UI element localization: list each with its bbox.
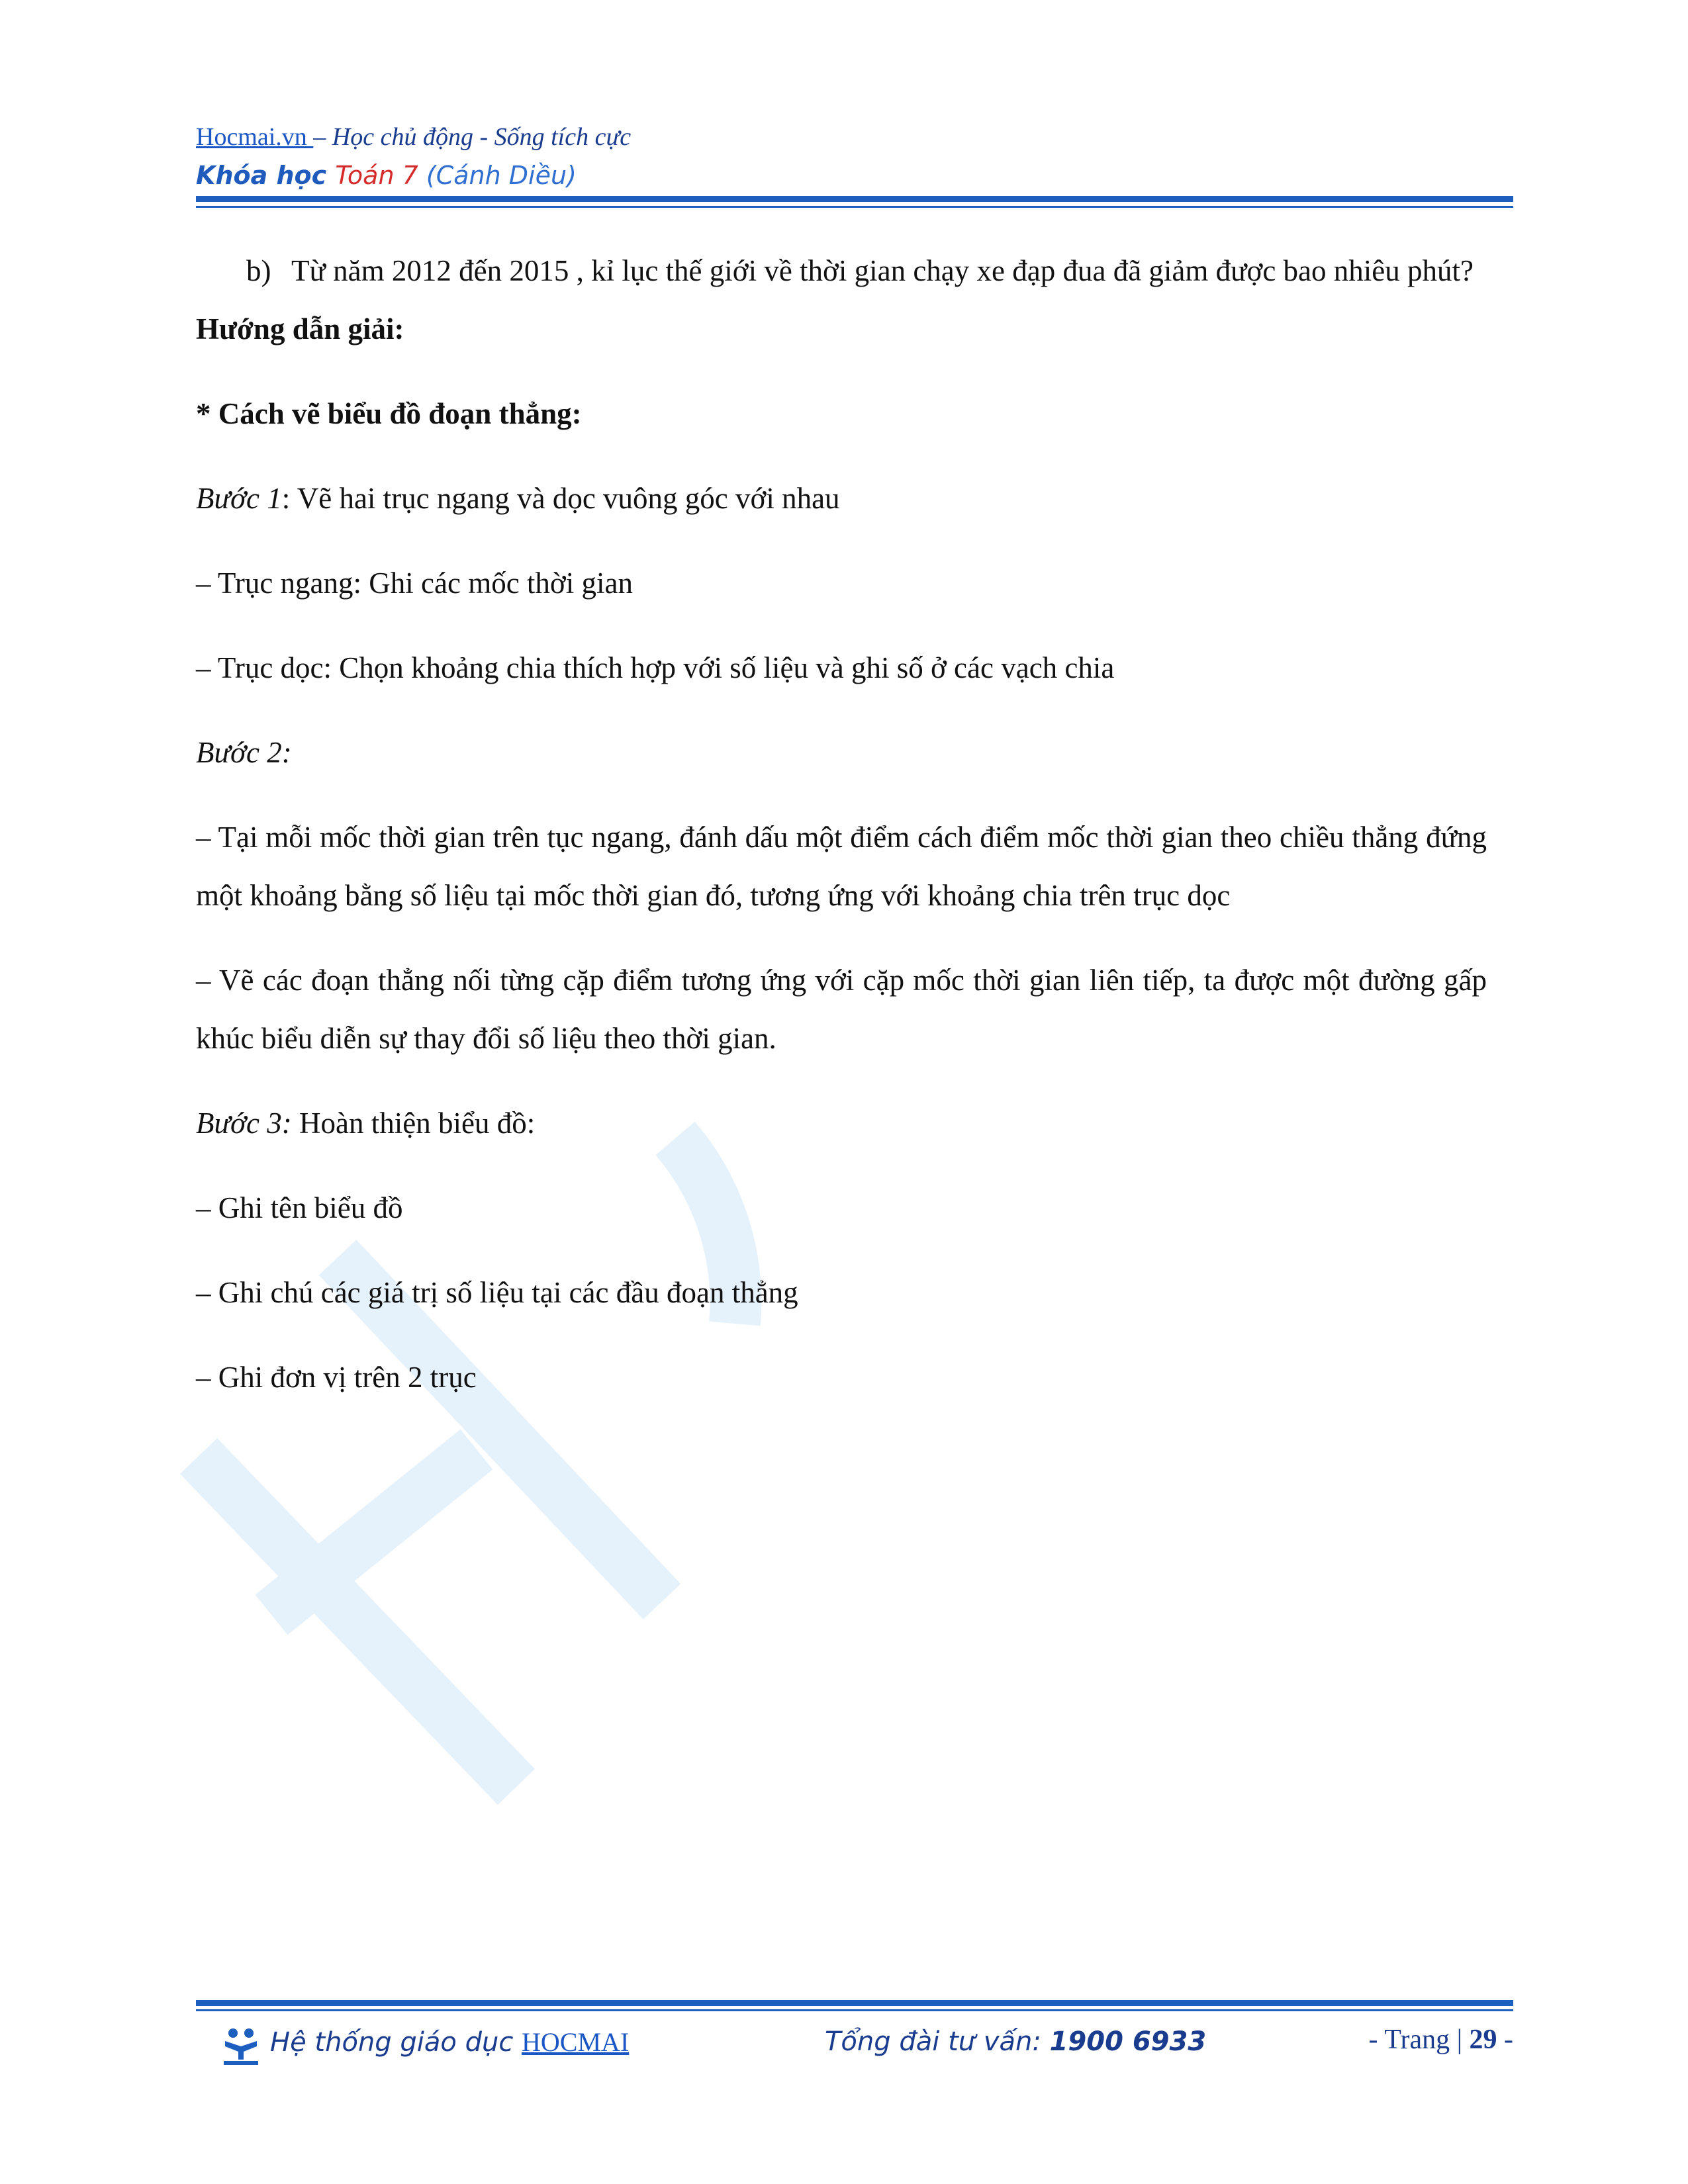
step1-item: – Trục ngang: Ghi các mốc thời gian — [196, 567, 633, 600]
page-number — [1369, 2024, 1513, 2056]
footer-system-text: Hệ thống giáo dục — [270, 2027, 522, 2058]
page-number-value: 29 — [1469, 2025, 1497, 2055]
step2-item: – Tại mỗi mốc thời gian trên tục ngang, đánh dấu một điểm cách điểm mốc thời gian theo chiều thẳng đứng một khoảng bằng số liệu tại mốc thời gian đó, tương ứng với khoảng chia trên trục dọc — [196, 821, 1487, 912]
step3-item: – Ghi tên biểu đồ — [196, 1191, 403, 1224]
header-slogan-line — [196, 118, 1513, 156]
step3-item: – Ghi chú các giá trị số liệu tại các đầu đoạn thẳng — [196, 1276, 798, 1309]
hotline-number: 1900 6933 — [1049, 2026, 1207, 2057]
step1-item: – Trục dọc: Chọn khoảng chia thích hợp với số liệu và ghi số ở các vạch chia — [196, 651, 1115, 684]
page-suffix: - — [1497, 2025, 1513, 2055]
footer-hotline — [825, 2026, 1206, 2057]
page-header — [196, 118, 1513, 195]
step1-label: Bước 1 — [196, 482, 282, 515]
footer-divider-thin — [196, 2009, 1513, 2011]
hotline-label: Tổng đài tư vấn: — [825, 2026, 1050, 2057]
footer-divider-thick — [196, 2000, 1513, 2006]
slogan-text: – Học chủ động - Sống tích cực — [313, 123, 632, 151]
header-course-line — [196, 156, 1513, 195]
header-divider-thick — [196, 196, 1513, 202]
question-text: Từ năm 2012 đến 2015 , kỉ lục thế giới về thời gian chạy xe đạp đua đã giảm được bao nhiêu phút? — [291, 254, 1474, 287]
step3-label: Bước 3: — [196, 1107, 292, 1140]
step2-label: Bước 2: — [196, 736, 292, 769]
step1-text: : Vẽ hai trục ngang và dọc vuông góc với nhau — [281, 482, 840, 515]
question-b — [196, 242, 1487, 300]
step2-line — [196, 723, 1487, 782]
step2-item: – Vẽ các đoạn thẳng nối từng cặp điểm tương ứng với cặp mốc thời gian liên tiếp, ta được một đường gấp khúc biểu diễn sự thay đổi số liệu theo thời gian. — [196, 964, 1487, 1055]
course-book: (Cánh Diều) — [418, 161, 577, 190]
step3-item: – Ghi đơn vị trên 2 trục — [196, 1361, 477, 1394]
course-prefix: Khóa học — [196, 161, 336, 190]
solution-heading: Hướng dẫn giải: — [196, 312, 404, 345]
page-footer — [196, 2024, 1513, 2070]
header-divider-thin — [196, 206, 1513, 208]
course-subject: Toán 7 — [335, 161, 418, 190]
site-link[interactable]: Hocmai.vn — [196, 123, 314, 151]
footer-system — [270, 2026, 629, 2058]
document-body — [196, 242, 1487, 1406]
step3-text: Hoàn thiện biểu đồ: — [291, 1107, 536, 1140]
hocmai-logo-icon — [220, 2026, 262, 2066]
solution-subheading: * Cách vẽ biểu đồ đoạn thẳng: — [196, 397, 582, 430]
step3-line — [196, 1094, 1487, 1152]
page-prefix: - Trang | — [1368, 2025, 1470, 2055]
step1-line — [196, 469, 1487, 527]
question-marker: b) — [246, 254, 271, 287]
hocmai-link[interactable]: HOCMAI — [522, 2027, 630, 2057]
